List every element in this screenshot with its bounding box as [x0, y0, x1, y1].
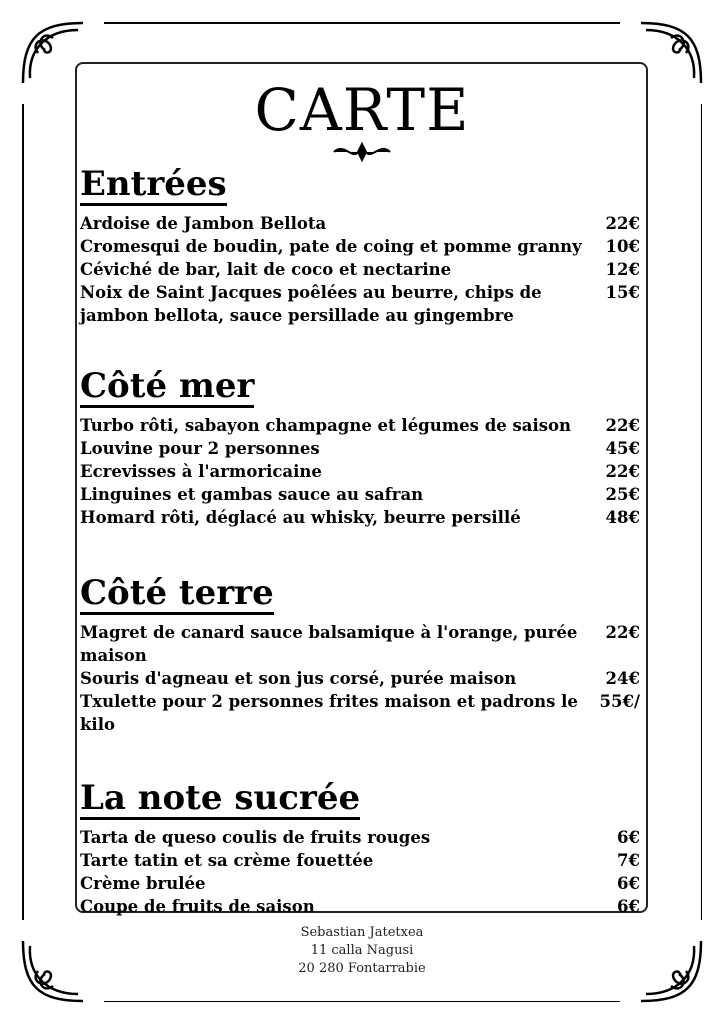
item-price: 22€ — [605, 416, 640, 435]
item-price: 12€ — [605, 260, 640, 279]
item-price: 25€ — [605, 485, 640, 504]
item-price: 10€ — [605, 237, 640, 256]
item-name: Tarta de queso coulis de fruits rouges — [80, 828, 431, 847]
section-note-sucree — [80, 780, 640, 918]
menu-item — [80, 621, 640, 667]
street-address: 11 calla Nagusi — [310, 943, 414, 958]
menu-item — [80, 690, 640, 736]
menu-item — [80, 826, 640, 849]
item-price: 22€ — [605, 214, 640, 233]
menu-item — [80, 849, 640, 872]
item-price: 45€ — [605, 439, 640, 458]
item-price: 24€ — [605, 669, 640, 688]
section-title: La note sucrée — [80, 778, 361, 818]
section-entrees — [80, 166, 640, 327]
item-name: Homard rôti, déglacé au whisky, beurre persillé — [80, 508, 521, 527]
item-name: Souris d'agneau et son jus corsé, purée maison — [80, 669, 517, 688]
menu-item — [80, 281, 640, 327]
item-name: Cromesqui de boudin, pate de coing et pomme granny — [80, 237, 582, 256]
item-name: Céviché de bar, lait de coco et nectarine — [80, 260, 452, 279]
menu-item — [80, 235, 640, 258]
item-price: 55€/ — [599, 692, 640, 711]
restaurant-name: Sebastian Jatetxea — [300, 925, 424, 940]
item-price: 22€ — [605, 623, 640, 642]
menu-item — [80, 437, 640, 460]
menu-item — [80, 414, 640, 437]
section-title: Entrées — [80, 164, 227, 204]
city: 20 280 Fontarrabie — [298, 961, 426, 976]
restaurant-address — [0, 924, 724, 978]
menu-item — [80, 212, 640, 235]
item-name: Linguines et gambas sauce au safran — [80, 485, 424, 504]
item-name: Louvine pour 2 personnes — [80, 439, 320, 458]
item-price: 15€ — [605, 283, 640, 302]
item-price: 6€ — [617, 874, 640, 893]
menu-item — [80, 872, 640, 895]
item-name: Coupe de fruits de saison — [80, 897, 315, 916]
item-name: Ardoise de Jambon Bellota — [80, 214, 327, 233]
page-title: CARTE — [254, 76, 470, 144]
item-name: Txulette pour 2 personnes frites maison et padrons le kilo — [80, 692, 578, 734]
menu-item — [80, 483, 640, 506]
section-cote-mer — [80, 368, 640, 529]
item-price: 7€ — [617, 851, 640, 870]
item-name: Tarte tatin et sa crème fouettée — [80, 851, 374, 870]
item-name: Magret de canard sauce balsamique à l'orange, purée maison — [80, 623, 578, 665]
section-title: Côté mer — [80, 366, 255, 406]
menu-item — [80, 895, 640, 918]
item-price: 6€ — [617, 828, 640, 847]
item-name: Noix de Saint Jacques poêlées au beurre, chips de jambon bellota, sauce persillade au gingembre — [80, 283, 542, 325]
item-price: 6€ — [617, 897, 640, 916]
menu-item — [80, 506, 640, 529]
section-title: Côté terre — [80, 573, 274, 613]
item-price: 48€ — [605, 508, 640, 527]
menu-item — [80, 460, 640, 483]
section-cote-terre — [80, 575, 640, 736]
item-name: Turbo rôti, sabayon champagne et légumes de saison — [80, 416, 572, 435]
flourish-icon — [332, 140, 392, 164]
item-name: Crème brulée — [80, 874, 206, 893]
item-price: 22€ — [605, 462, 640, 481]
item-name: Ecrevisses à l'armoricaine — [80, 462, 322, 481]
menu-item — [80, 258, 640, 281]
menu-item — [80, 667, 640, 690]
